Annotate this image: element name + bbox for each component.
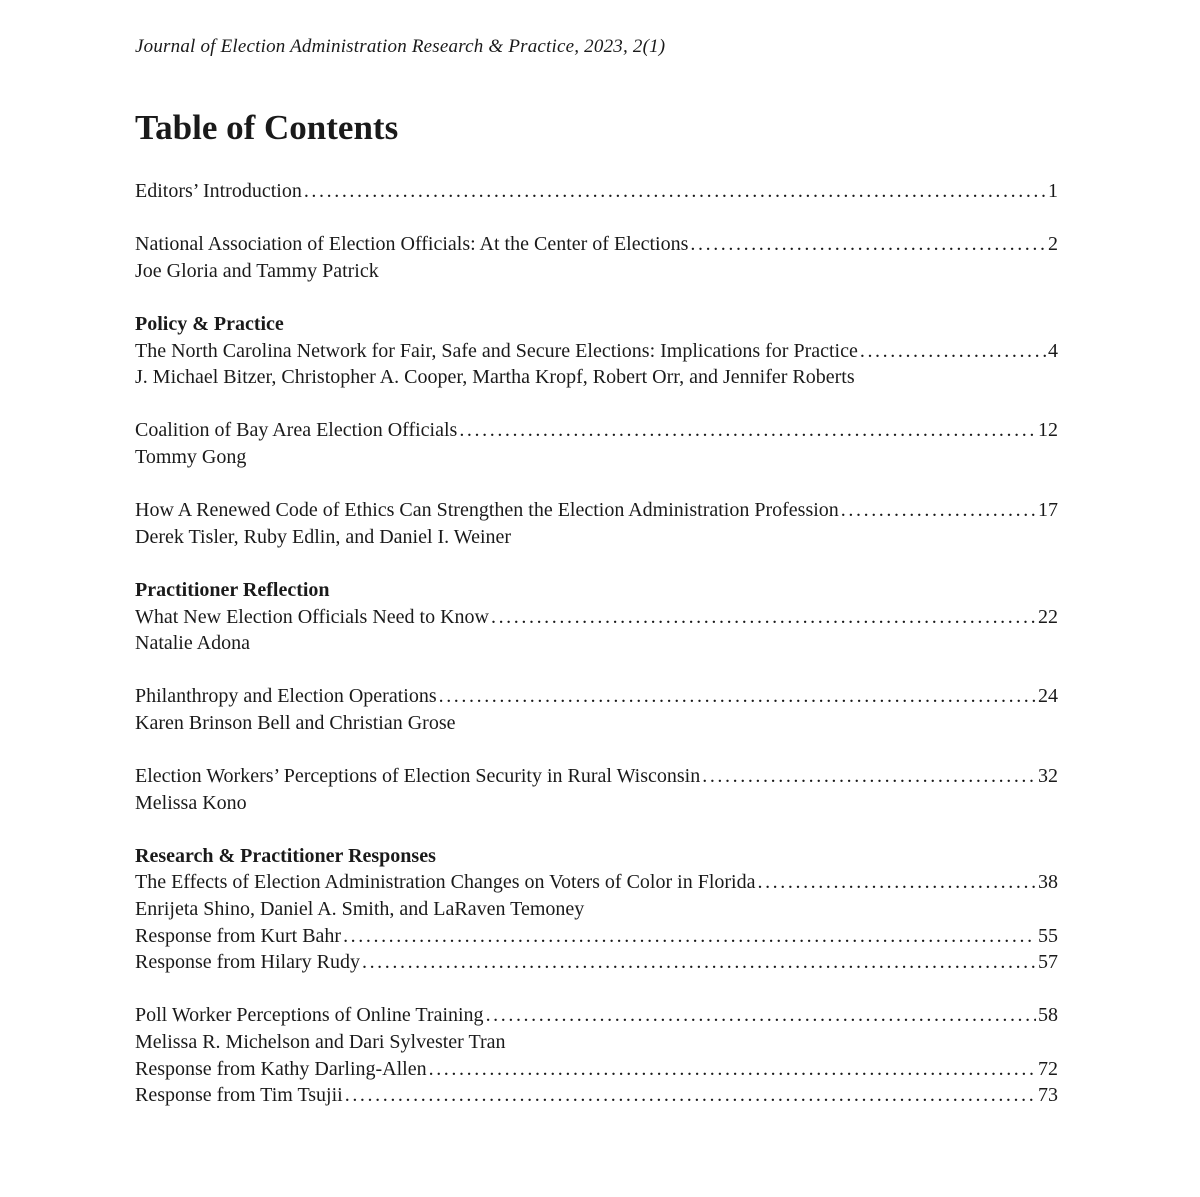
entry-page: 24 — [1038, 685, 1058, 708]
entry-title: Response from Kurt Bahr — [135, 924, 342, 947]
entry-title: Poll Worker Perceptions of Online Training — [135, 1004, 484, 1027]
entry-page: 32 — [1038, 765, 1058, 788]
toc-entry[interactable] — [135, 763, 1058, 790]
entry-authors: Melissa R. Michelson and Dari Sylvester Tran — [135, 1031, 506, 1053]
section-heading: Research & Practitioner Responses — [135, 844, 436, 867]
dot-leader — [486, 1002, 1036, 1029]
dot-leader — [345, 1082, 1036, 1109]
toc-entry[interactable] — [135, 338, 1058, 365]
entry-page: 17 — [1038, 499, 1058, 522]
entry-title: The North Carolina Network for Fair, Safe and Secure Elections: Implications for Practice — [135, 339, 858, 362]
dot-leader — [459, 417, 1036, 444]
entry-title: Response from Hilary Rudy — [135, 951, 360, 974]
dot-leader — [690, 231, 1046, 258]
toc-entry[interactable] — [135, 923, 1058, 950]
entry-authors: Joe Gloria and Tammy Patrick — [135, 259, 379, 282]
entry-title: National Association of Election Officials: At the Center of Elections — [135, 233, 689, 256]
dot-leader — [702, 763, 1036, 790]
dot-leader — [491, 604, 1036, 631]
table-of-contents — [135, 178, 1058, 1109]
dot-leader — [841, 497, 1036, 524]
entry-title: What New Election Officials Need to Know — [135, 605, 489, 628]
dot-leader — [429, 1056, 1036, 1083]
entry-title: Election Workers’ Perceptions of Election Security in Rural Wisconsin — [135, 765, 701, 788]
section-heading: Practitioner Reflection — [135, 578, 330, 601]
entry-authors: Enrijeta Shino, Daniel A. Smith, and LaRaven Temoney — [135, 898, 585, 921]
toc-entry[interactable] — [135, 178, 1058, 205]
entry-title: Coalition of Bay Area Election Officials — [135, 419, 458, 442]
entry-page: 55 — [1038, 924, 1058, 947]
entry-page: 4 — [1048, 339, 1058, 362]
dot-leader — [304, 178, 1046, 205]
entry-page: 38 — [1038, 871, 1058, 894]
page-title: Table of Contents — [135, 108, 399, 147]
entry-title: Response from Kathy Darling-Allen — [135, 1057, 427, 1080]
toc-entry[interactable] — [135, 497, 1058, 524]
dot-leader — [362, 949, 1036, 976]
toc-entry[interactable] — [135, 869, 1058, 896]
entry-page: 12 — [1038, 419, 1058, 442]
entry-title: Response from Tim Tsujii — [135, 1084, 343, 1107]
toc-entry[interactable] — [135, 231, 1058, 258]
entry-authors: Natalie Adona — [135, 632, 250, 655]
toc-entry[interactable] — [135, 1082, 1058, 1109]
entry-authors: Derek Tisler, Ruby Edlin, and Daniel I. Weiner — [135, 525, 512, 548]
dot-leader — [343, 923, 1036, 950]
entry-title: How A Renewed Code of Ethics Can Strengthen the Election Administration Profession — [135, 499, 839, 522]
dot-leader — [860, 338, 1046, 365]
journal-header: Journal of Election Administration Research & Practice, 2023, 2(1) — [135, 36, 666, 57]
entry-page: 2 — [1048, 233, 1058, 256]
toc-entry[interactable] — [135, 683, 1058, 710]
entry-title: Philanthropy and Election Operations — [135, 685, 437, 708]
entry-page: 57 — [1038, 951, 1058, 974]
toc-entry[interactable] — [135, 1002, 1058, 1029]
entry-title: Editors’ Introduction — [135, 180, 302, 202]
entry-page: 72 — [1038, 1057, 1058, 1080]
entry-page: 22 — [1038, 605, 1058, 628]
entry-title: The Effects of Election Administration Changes on Voters of Color in Florida — [135, 871, 756, 894]
dot-leader — [439, 683, 1036, 710]
toc-entry[interactable] — [135, 949, 1058, 976]
toc-entry[interactable] — [135, 604, 1058, 631]
toc-entry[interactable] — [135, 417, 1058, 444]
entry-authors: J. Michael Bitzer, Christopher A. Cooper, Martha Kropf, Robert Orr, and Jennifer Roberts — [135, 366, 855, 389]
dot-leader — [757, 869, 1036, 896]
toc-entry[interactable] — [135, 1056, 1058, 1083]
entry-authors: Karen Brinson Bell and Christian Grose — [135, 711, 456, 734]
entry-page: 1 — [1048, 180, 1058, 202]
entry-authors: Melissa Kono — [135, 791, 247, 814]
entry-authors: Tommy Gong — [135, 445, 247, 468]
entry-page: 73 — [1038, 1084, 1058, 1107]
section-heading: Policy & Practice — [135, 312, 284, 335]
entry-page: 58 — [1038, 1004, 1058, 1027]
